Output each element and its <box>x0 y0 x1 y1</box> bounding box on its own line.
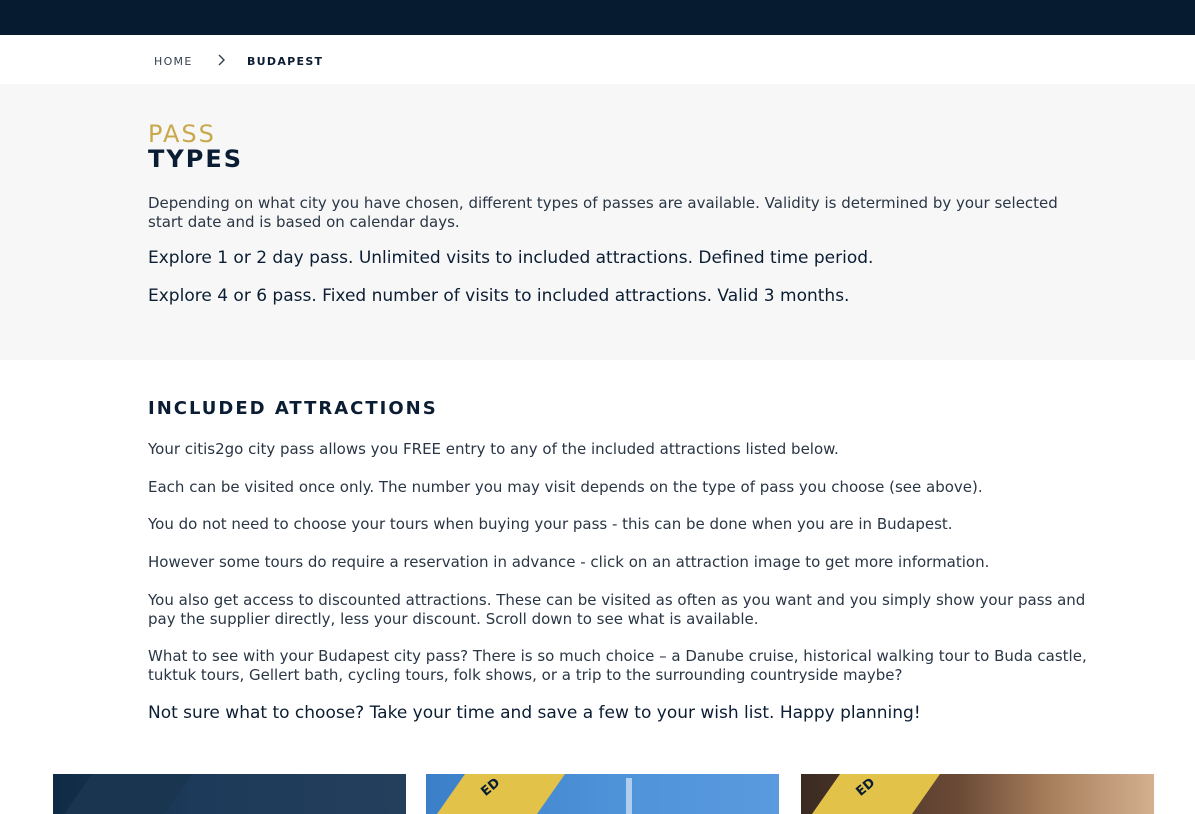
attractions-paragraph-discounts: You also get access to discounted attractions. These can be visited as often as you want and you simply show your pass and pay the supplier directly, less your discount. Scroll down to see what is available. <box>148 591 1086 628</box>
card-ribbon-label: ED <box>853 775 879 800</box>
attractions-paragraph-what-to-see: What to see with your Budapest city pass? There is so much choice – a Danube cruise, historical walking tour to Buda castle, tuktuk tours, Gellert bath, cycling tours, folk shows, or a trip to the surrounding countryside maybe? <box>148 647 1087 684</box>
attractions-paragraph-reservation: However some tours do require a reservation in advance - click on an attraction image to get more information. <box>148 553 990 571</box>
pass-option-explore-day: Explore 1 or 2 day pass. Unlimited visits to included attractions. Defined time period. <box>148 248 874 268</box>
card-image-detail <box>626 778 632 814</box>
attractions-paragraph-choose-later: You do not need to choose your tours when buying your pass - this can be done when you are in Budapest. <box>148 515 953 533</box>
pass-types-description: Depending on what city you have chosen, different types of passes are available. Validity is determined by your selected start date and is based on calendar days. <box>148 194 1058 231</box>
card-ribbon <box>437 774 565 814</box>
card-ribbon-label: ED <box>478 775 504 800</box>
pass-types-heading: TYPES <box>148 145 244 173</box>
pass-option-explore-visits: Explore 4 or 6 pass. Fixed number of visits to included attractions. Valid 3 months. <box>148 286 850 306</box>
card-ribbon <box>812 774 940 814</box>
top-navigation-bar <box>0 0 1195 35</box>
card-ribbon <box>64 774 192 814</box>
attractions-paragraph-visit-once: Each can be visited once only. The number you may visit depends on the type of pass you choose (see above). <box>148 478 983 496</box>
pass-types-kicker: PASS <box>148 120 216 148</box>
attractions-cta-text: Not sure what to choose? Take your time and save a few to your wish list. Happy planning! <box>148 703 921 723</box>
breadcrumb-current: BUDAPEST <box>247 55 324 68</box>
chevron-right-icon <box>217 53 227 67</box>
breadcrumb <box>0 35 1195 84</box>
pass-types-section <box>0 84 1195 360</box>
breadcrumb-home-link[interactable]: HOME <box>154 55 193 68</box>
attraction-card[interactable] <box>801 774 1154 814</box>
attraction-card[interactable] <box>426 774 779 814</box>
attractions-paragraph-free-entry: Your citis2go city pass allows you FREE entry to any of the included attractions listed below. <box>148 440 839 458</box>
attraction-card[interactable] <box>53 774 406 814</box>
included-attractions-heading: INCLUDED ATTRACTIONS <box>148 398 438 419</box>
